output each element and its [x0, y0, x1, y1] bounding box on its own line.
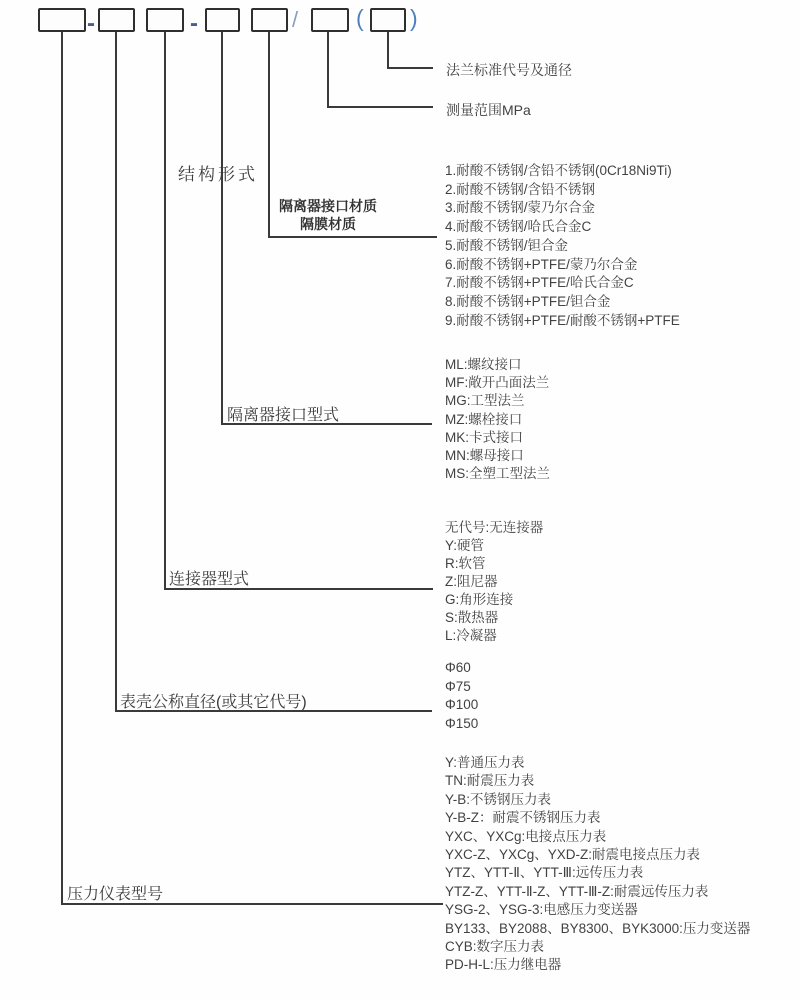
code-box-5	[251, 8, 288, 32]
list-item: L:冷凝器	[445, 628, 497, 643]
list-item: MG:工型法兰	[445, 393, 525, 409]
list-item: MZ:螺栓接口	[445, 411, 523, 427]
list-item: YSG-2、YSG-3:电感压力变送器	[445, 902, 638, 918]
code-box-7	[370, 8, 406, 32]
flange-standard-label: 法兰标准代号及通径	[446, 62, 572, 78]
list-item: YXC、YXCg:电接点压力表	[445, 828, 607, 844]
leader-line-connector	[164, 32, 166, 590]
list-item: 3.耐酸不锈钢/蒙乃尔合金	[445, 200, 596, 216]
list-item: R:软管	[445, 556, 486, 571]
list-item: S:散热器	[445, 610, 499, 625]
structure-form-heading: 结构形式	[178, 165, 258, 184]
isolator-interface-material-text: 隔离器接口材质	[279, 198, 377, 214]
list-item: Y-B:不锈钢压力表	[445, 791, 552, 807]
isolator-interface-type-label: 隔离器接口型式	[227, 407, 340, 424]
leader-line-flange	[387, 32, 389, 69]
close-paren: )	[410, 5, 418, 31]
list-item: 6.耐酸不锈钢+PTFE/蒙乃尔合金	[445, 256, 638, 272]
list-item: CYB:数字压力表	[445, 939, 545, 955]
code-box-1	[38, 8, 86, 32]
list-item: TN:耐震压力表	[445, 773, 535, 789]
code-box-4	[205, 8, 240, 32]
case-diameter-list	[445, 659, 478, 734]
branch-line-structure	[268, 236, 437, 238]
list-item: MK:卡式接口	[445, 429, 524, 445]
dash-separator-1: -	[87, 10, 95, 37]
list-item: PD-H-L:压力继电器	[445, 957, 562, 973]
list-item: Y:硬管	[445, 538, 485, 553]
list-item: Φ60	[445, 660, 471, 675]
list-item: 7.耐酸不锈钢+PTFE/哈氏合金C	[445, 275, 634, 291]
list-item: 9.耐酸不锈钢+PTFE/耐酸不锈钢+PTFE	[445, 312, 680, 328]
leader-line-range	[327, 32, 329, 108]
list-item: MF:敞开凸面法兰	[445, 375, 550, 391]
leader-line-isolator-type	[221, 32, 223, 425]
list-item: 无代号:无连接器	[445, 520, 544, 535]
leader-line-model	[61, 32, 63, 905]
connector-type-label: 连接器型式	[169, 571, 250, 588]
list-item: YTZ、YTT-Ⅱ、YTT-Ⅲ:远传压力表	[445, 865, 644, 881]
list-item: 1.耐酸不锈钢/含铅不锈钢(0Cr18Ni9Ti)	[445, 163, 672, 178]
isolator-material-label	[270, 197, 386, 233]
branch-line-flange	[387, 67, 433, 69]
slash-separator: /	[292, 7, 299, 32]
open-paren: (	[356, 5, 364, 31]
list-item: Y-B-Z：耐震不锈钢压力表	[445, 810, 601, 826]
connector-type-list	[445, 519, 543, 645]
list-item: MS:全塑工型法兰	[445, 466, 551, 482]
branch-line-range	[327, 106, 433, 108]
list-item: 2.耐酸不锈钢/含铅不锈钢	[445, 181, 596, 197]
list-item: 5.耐酸不锈钢/钽合金	[445, 237, 569, 253]
list-item: YXC-Z、YXCg、YXD-Z:耐震电接点压力表	[445, 847, 701, 863]
dash-separator-2: -	[190, 10, 198, 37]
list-item: Z:阻尼器	[445, 574, 498, 589]
pressure-instrument-model-list	[445, 754, 750, 975]
list-item: Y:普通压力表	[445, 755, 525, 770]
list-item: BY133、BY2088、BY8300、BYK3000:压力变送器	[445, 920, 751, 936]
list-item: Φ150	[445, 716, 479, 732]
code-box-6	[311, 8, 349, 32]
list-item: Φ75	[445, 678, 471, 694]
list-item: ML:螺纹接口	[445, 357, 522, 372]
list-item: G:角形连接	[445, 592, 514, 607]
code-box-2	[98, 8, 135, 32]
diaphragm-material-text: 隔膜材质	[300, 216, 356, 232]
leader-line-case-diameter	[115, 32, 117, 712]
list-item: Φ100	[445, 697, 479, 713]
pressure-instrument-model-label: 压力仪表型号	[67, 886, 164, 903]
list-item: YTZ-Z、YTT-Ⅱ-Z、YTT-Ⅲ-Z:耐震远传压力表	[445, 883, 709, 899]
structure-material-list	[445, 162, 680, 330]
list-item: MN:螺母接口	[445, 448, 524, 464]
code-box-3	[146, 8, 184, 32]
case-diameter-label: 表壳公称直径(或其它代号)	[120, 694, 307, 711]
list-item: 8.耐酸不锈钢+PTFE/钽合金	[445, 293, 611, 309]
isolator-interface-type-list	[445, 356, 550, 483]
list-item: 4.耐酸不锈钢/哈氏合金C	[445, 219, 592, 235]
measuring-range-label: 测量范围MPa	[446, 102, 531, 118]
